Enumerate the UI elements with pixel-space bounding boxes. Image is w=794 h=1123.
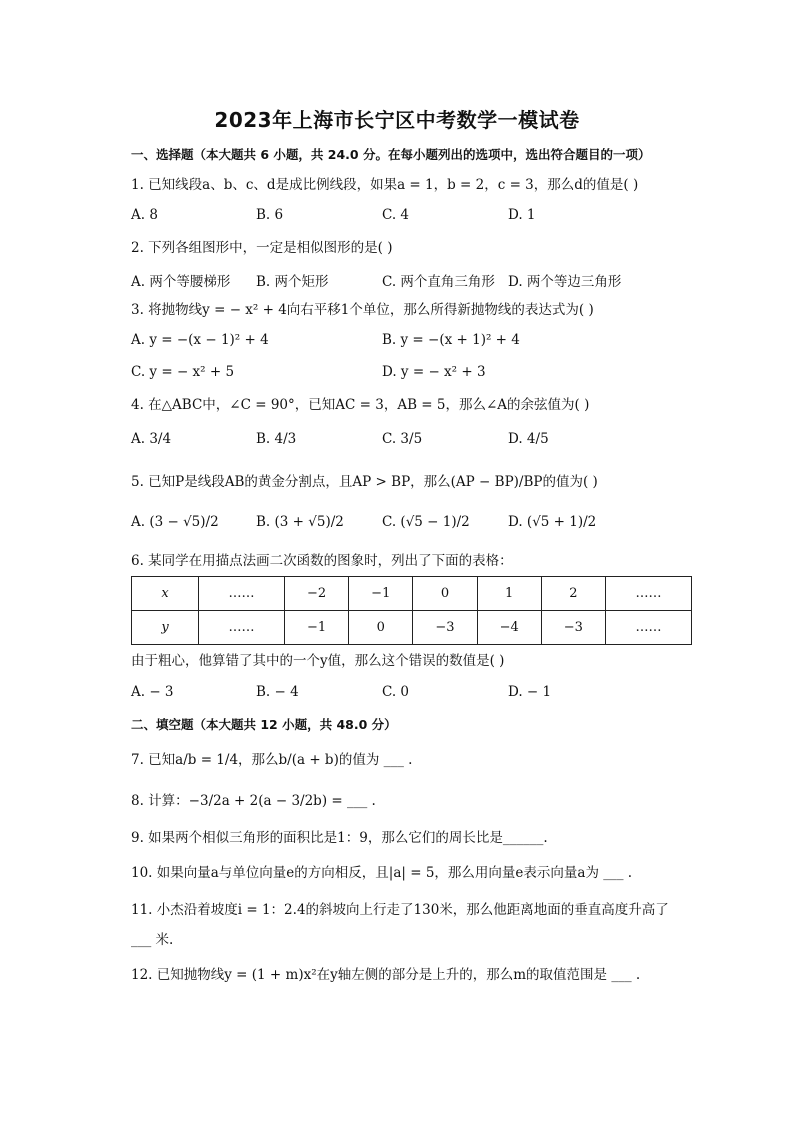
- option-c: C. (√5 − 1)/2: [382, 514, 470, 530]
- table-cell: 0: [413, 577, 477, 611]
- question-8: 8. 计算：−3/2a + 2(a − 3/2b) = ___ .: [131, 793, 376, 809]
- table-cell: y: [132, 611, 199, 645]
- option-d: D. y = − x² + 3: [382, 364, 486, 380]
- question-11: 11. 小杰沿着坡度i = 1：2.4的斜坡向上行走了130米，那么他距离地面的垂直高度升高了: [131, 902, 669, 918]
- table-cell: −3: [413, 611, 477, 645]
- question-6-followup: 由于粗心，他算错了其中的一个y值，那么这个错误的数值是( ): [131, 653, 505, 669]
- option-b: B. 6: [256, 207, 284, 223]
- option-a: A. (3 − √5)/2: [131, 514, 219, 530]
- question-5: 5. 已知P是线段AB的黄金分割点，且AP > BP，那么(AP − BP)/BP的值为( ): [131, 474, 598, 490]
- section-fill-heading: 二、填空题（本大题共 12 小题，共 48.0 分）: [131, 717, 397, 732]
- table-cell: −3: [541, 611, 605, 645]
- option-b: B. y = −(x + 1)² + 4: [382, 332, 520, 348]
- question-1-options: [131, 207, 691, 227]
- question-5-options: [131, 514, 691, 534]
- page-title: 2023年上海市长宁区中考数学一模试卷: [214, 108, 580, 132]
- question-12: 12. 已知抛物线y = (1 + m)x²在y轴左侧的部分是上升的，那么m的取值范围是 ___ .: [131, 967, 641, 983]
- question-3: 3. 将抛物线y = − x² + 4向右平移1个单位，那么所得新抛物线的表达式为( ): [131, 302, 594, 318]
- option-d: D. 两个等边三角形: [508, 274, 622, 290]
- table-cell: −1: [349, 577, 413, 611]
- table-cell: ……: [199, 577, 285, 611]
- table-cell: −2: [284, 577, 348, 611]
- option-a: A. − 3: [131, 684, 174, 700]
- question-9: 9. 如果两个相似三角形的面积比是1：9，那么它们的周长比是______.: [131, 830, 548, 846]
- option-a: A. 3/4: [131, 431, 172, 447]
- section-choice-heading: 一、选择题（本大题共 6 小题，共 24.0 分。在每小题列出的选项中，选出符合题目的一项）: [131, 147, 651, 162]
- table-row-x: [132, 577, 692, 611]
- table-cell: 2: [541, 577, 605, 611]
- option-a: A. y = −(x − 1)² + 4: [131, 332, 269, 348]
- option-d: D. 1: [508, 207, 536, 223]
- question-3-options-ab: [131, 332, 691, 352]
- option-c: C. y = − x² + 5: [131, 364, 235, 380]
- option-d: D. (√5 + 1)/2: [508, 514, 597, 530]
- option-d: D. − 1: [508, 684, 552, 700]
- question-2-options: [131, 270, 691, 290]
- table-cell: x: [132, 577, 199, 611]
- option-a: A. 两个等腰梯形: [131, 274, 231, 290]
- table-cell: ……: [605, 577, 691, 611]
- question-4-options: [131, 431, 691, 451]
- option-c: C. 4: [382, 207, 410, 223]
- question-6-options: [131, 684, 691, 704]
- question-11-continued: ___ 米.: [131, 932, 174, 948]
- table-cell: 0: [349, 611, 413, 645]
- option-c: C. 3/5: [382, 431, 423, 447]
- question-3-options-cd: [131, 364, 691, 384]
- option-c: C. 0: [382, 684, 410, 700]
- table-cell: ……: [605, 611, 691, 645]
- table-cell: −4: [477, 611, 541, 645]
- question-6: 6. 某同学在用描点法画二次函数的图象时，列出了下面的表格：: [131, 553, 513, 569]
- table-row-y: [132, 611, 692, 645]
- option-d: D. 4/5: [508, 431, 549, 447]
- question-10: 10. 如果向量a与单位向量e的方向相反，且|a| = 5，那么用向量e表示向量a为 ___ .: [131, 865, 633, 881]
- option-b: B. 两个矩形: [256, 274, 329, 290]
- table-cell: ……: [199, 611, 285, 645]
- table-cell: −1: [284, 611, 348, 645]
- option-b: B. 4/3: [256, 431, 297, 447]
- option-c: C. 两个直角三角形: [382, 274, 495, 290]
- value-table: [131, 576, 692, 645]
- question-4: 4. 在△ABC中，∠C = 90°，已知AC = 3，AB = 5，那么∠A的余弦值为( ): [131, 397, 590, 413]
- question-1: 1. 已知线段a、b、c、d是成比例线段，如果a = 1，b = 2，c = 3，那么d的值是( ): [131, 177, 639, 193]
- question-2: 2. 下列各组图形中，一定是相似图形的是( ): [131, 240, 393, 256]
- question-7: 7. 已知a/b = 1/4，那么b/(a + b)的值为 ___ .: [131, 752, 413, 768]
- option-b: B. − 4: [256, 684, 299, 700]
- option-a: A. 8: [131, 207, 158, 223]
- option-b: B. (3 + √5)/2: [256, 514, 344, 530]
- table-cell: 1: [477, 577, 541, 611]
